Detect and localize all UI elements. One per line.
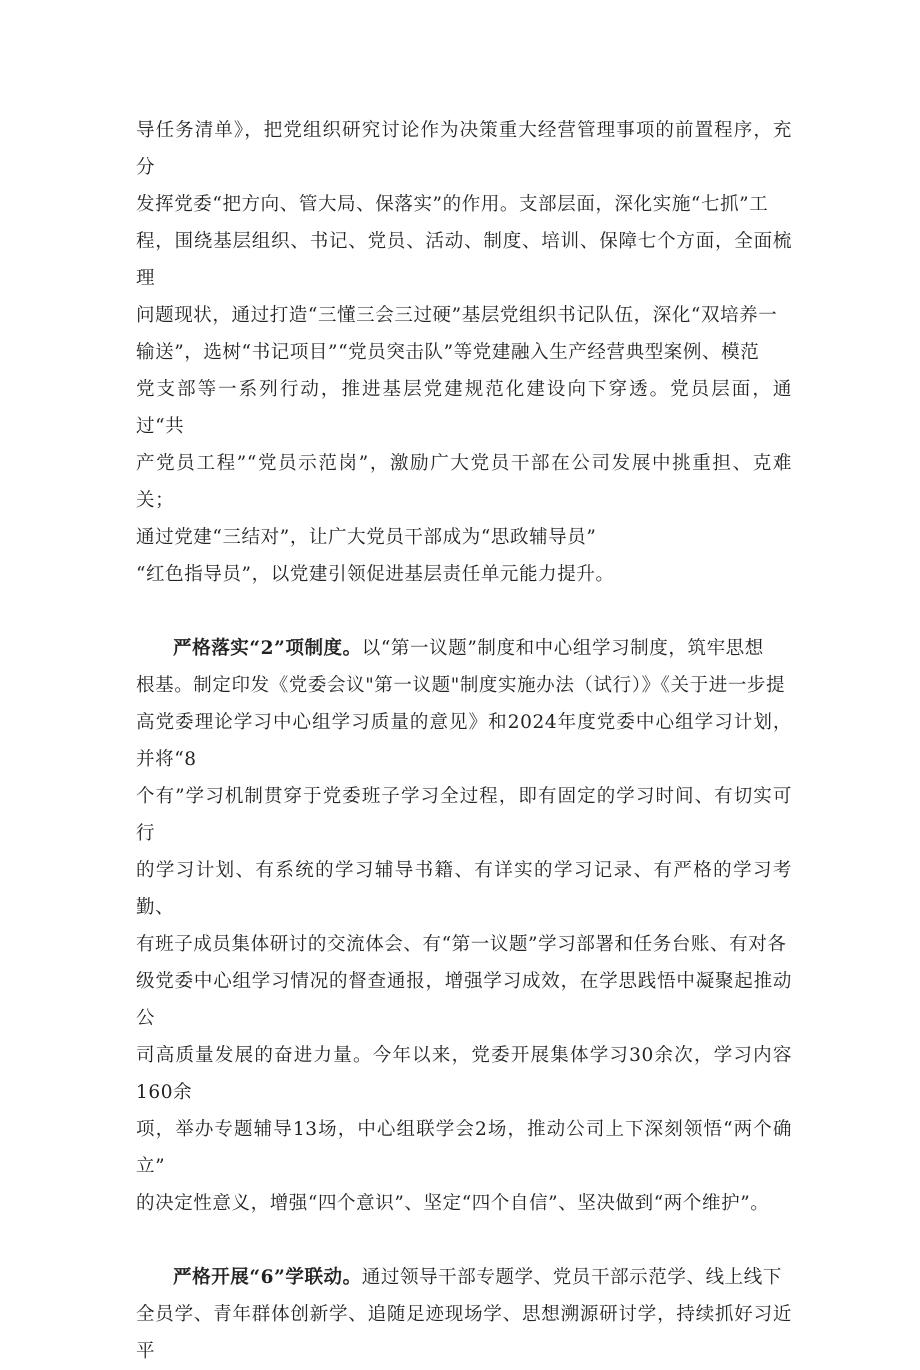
text-line: 有班子成员集体研讨的交流体会、有“第一议题”学习部署和任务台账、有对各 xyxy=(136,934,787,955)
text-line: “红色指导员”，以党建引领促进基层责任单元能力提升。 xyxy=(136,564,615,585)
text-line: 问题现状，通过打造“三懂三会三过硬”基层党组织书记队伍，深化“双培养一 xyxy=(136,305,778,326)
paragraph-party-organization xyxy=(136,112,792,593)
text-line: 的学习计划、有系统的学习辅导书籍、有详实的学习记录、有严格的学习考勤、 xyxy=(136,860,792,918)
text-line: 产党员工程”“党员示范岗”，激励广大党员干部在公司发展中挑重担、克难关； xyxy=(136,453,792,511)
text-segment: 以“第一议题”制度和中心组学习制度，筑牢思想 xyxy=(361,638,764,659)
text-line: 项，举办专题辅导13场，中心组联学会2场，推动公司上下深刻领悟“两个确立” xyxy=(136,1119,792,1177)
text-segment: 通过领导干部专题学、党员干部示范学、线上线下 xyxy=(361,1267,782,1288)
paragraph-gap xyxy=(136,1222,792,1259)
text-line xyxy=(136,1259,792,1296)
text-line: 根基。制定印发《党委会议"第一议题"制度实施办法（试行）》《关于进一步提 xyxy=(136,675,786,696)
text-line: 导任务清单》，把党组织研究讨论作为决策重大经营管理事项的前置程序，充分 xyxy=(136,120,792,178)
document-body xyxy=(136,112,792,1370)
text-line: 级党委中心组学习情况的督查通报，增强学习成效，在学思践悟中凝聚起推动公 xyxy=(136,971,792,1029)
text-line xyxy=(136,630,792,667)
paragraph-heading: 严格落实“2”项制度。 xyxy=(173,638,362,659)
paragraph-heading: 严格开展“6”学联动。 xyxy=(173,1267,362,1288)
text-line: 输送”，选树“书记项目”“党员突击队”等党建融入生产经营典型案例、模范 xyxy=(136,342,760,363)
text-line: 的决定性意义，增强“四个意识”、坚定“四个自信”、坚决做到“两个维护”。 xyxy=(136,1193,770,1214)
paragraph-gap xyxy=(136,593,792,630)
text-line: 高党委理论学习中心组学习质量的意见》和2024年度党委中心组学习计划，并将“8 xyxy=(136,712,792,770)
text-line: 程，围绕基层组织、书记、党员、活动、制度、培训、保障七个方面，全面梳理 xyxy=(136,231,792,289)
text-line: 党支部等一系列行动，推进基层党建规范化建设向下穿透。党员层面，通过“共 xyxy=(136,379,792,437)
text-line: 发挥党委“把方向、管大局、保落实”的作用。支部层面，深化实施“七抓”工 xyxy=(136,194,769,215)
paragraph-two-systems xyxy=(136,630,792,1222)
paragraph-six-learning xyxy=(136,1259,792,1370)
text-line: 通过党建“三结对”，让广大党员干部成为“思政辅导员” xyxy=(136,527,597,548)
text-line: 司高质量发展的奋进力量。今年以来，党委开展集体学习30余次，学习内容160余 xyxy=(136,1045,792,1103)
text-line: 个有”学习机制贯穿于党委班子学习全过程，即有固定的学习时间、有切实可行 xyxy=(136,786,792,844)
text-line: 全员学、青年群体创新学、追随足迹现场学、思想溯源研讨学，持续抓好习近平 xyxy=(136,1304,792,1362)
